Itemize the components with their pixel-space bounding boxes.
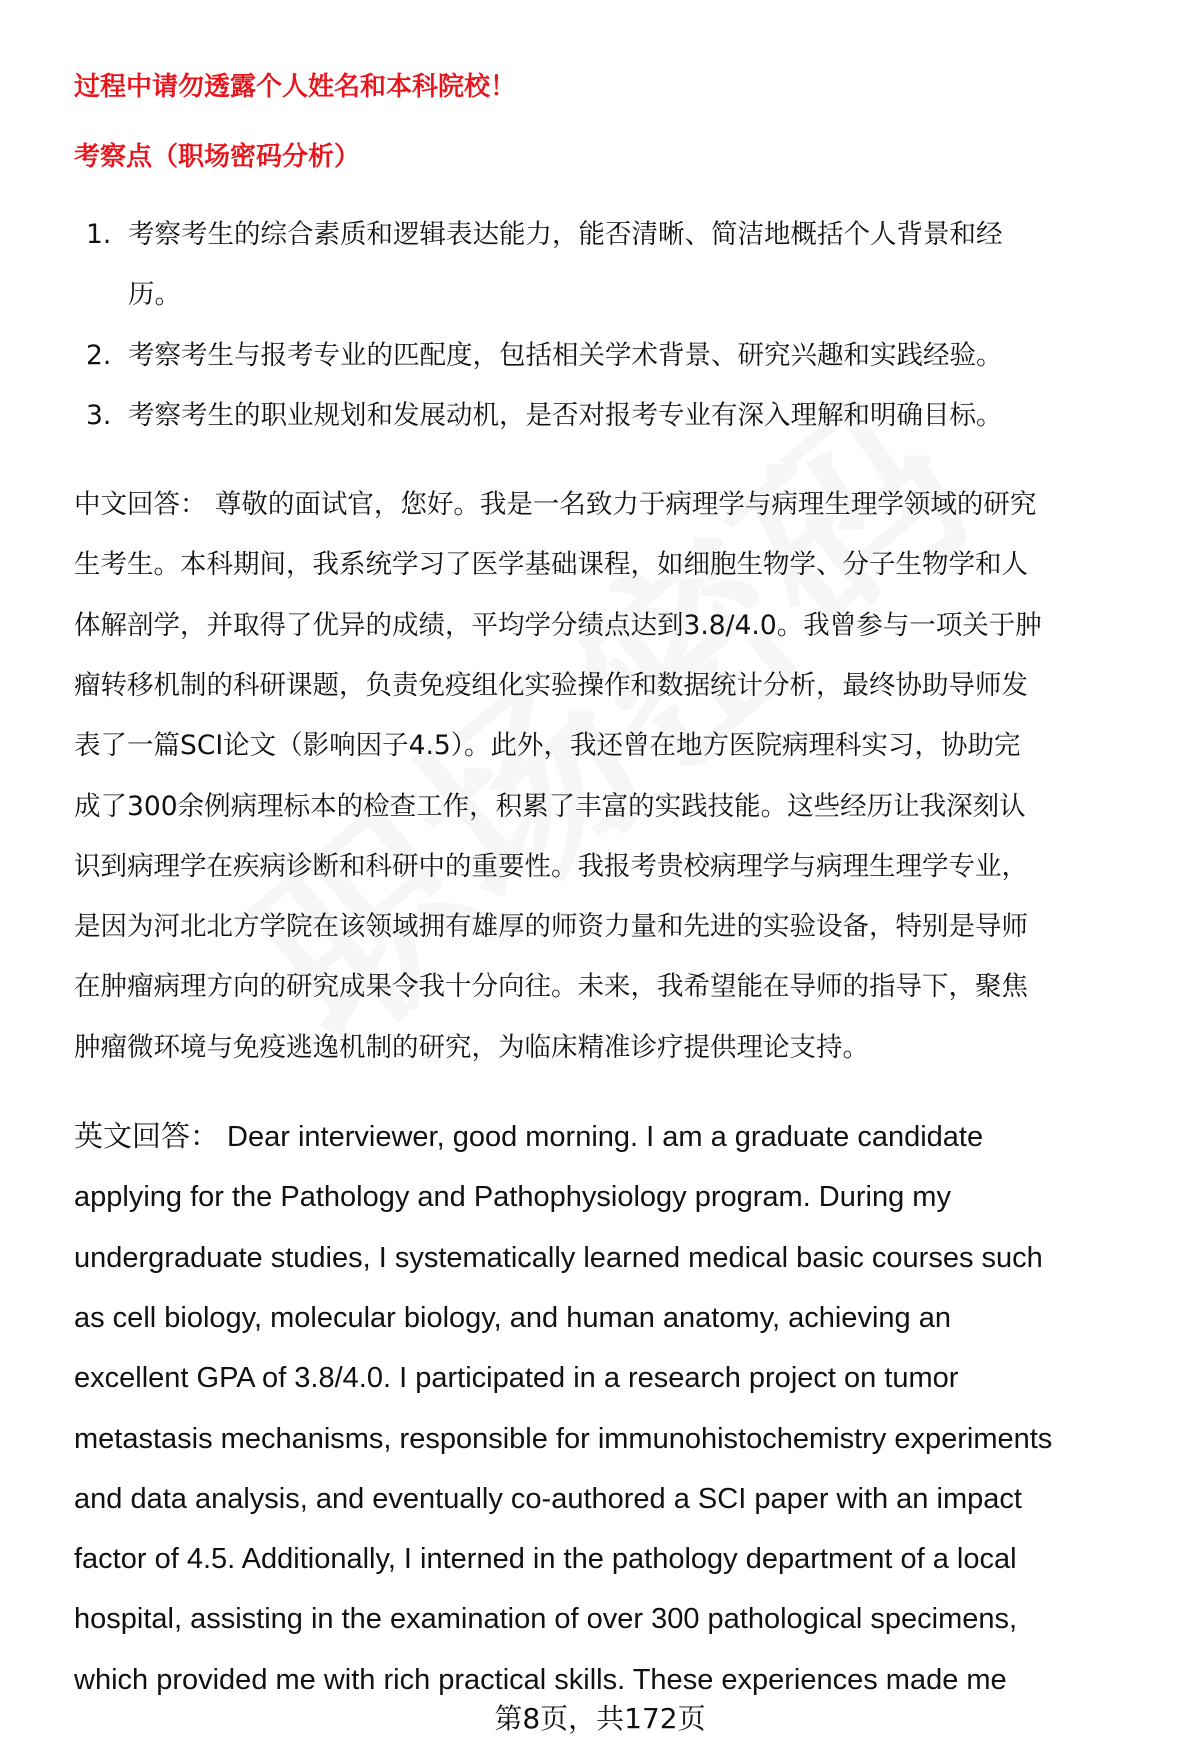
english-answer-line: which provided me with rich practical skills. These experiences made me bbox=[74, 1663, 1007, 1696]
chinese-answer-line: 表了一篇SCI论文（影响因子4.5）。此外，我还曾在地方医院病理科实习，协助完 bbox=[74, 730, 1021, 762]
chinese-answer-line: 瘤转移机制的科研课题，负责免疫组化实验操作和数据统计分析，最终协助导师发 bbox=[74, 669, 1028, 701]
english-answer-line: and data analysis, and eventually co-authored a SCI paper with an impact bbox=[74, 1482, 1022, 1515]
privacy-warning: 过程中请勿透露个人姓名和本科院校！ bbox=[74, 72, 517, 102]
list-number: 3. bbox=[86, 400, 112, 431]
english-answer-line: metastasis mechanisms, responsible for immunohistochemistry experiments bbox=[74, 1422, 1053, 1455]
english-answer-line: 英文回答： Dear interviewer, good morning. I am a graduate candidate bbox=[74, 1121, 984, 1153]
list-item-line: 考察考生与报考专业的匹配度，包括相关学术背景、研究兴趣和实践经验。 bbox=[128, 340, 1003, 371]
section-title: 考察点（职场密码分析） bbox=[74, 142, 361, 172]
list-item-line: 考察考生的职业规划和发展动机，是否对报考专业有深入理解和明确目标。 bbox=[128, 400, 1003, 431]
english-answer-line: applying for the Pathology and Pathophysiology program. During my bbox=[74, 1181, 951, 1214]
chinese-answer-line: 成了300余例病理标本的检查工作，积累了丰富的实践技能。这些经历让我深刻认 bbox=[74, 790, 1026, 822]
chinese-answer-line: 生考生。本科期间，我系统学习了医学基础课程，如细胞生物学、分子生物学和人 bbox=[74, 549, 1028, 581]
english-answer-line: as cell biology, molecular biology, and human anatomy, achieving an bbox=[74, 1301, 951, 1334]
chinese-answer-line: 在肿瘤病理方向的研究成果令我十分向往。未来，我希望能在导师的指导下，聚焦 bbox=[74, 971, 1028, 1003]
list-number: 1. bbox=[86, 219, 112, 250]
list-item-line: 历。 bbox=[128, 279, 181, 310]
chinese-answer-line: 肿瘤微环境与免疫逃逸机制的研究，为临床精准诊疗提供理论支持。 bbox=[74, 1031, 869, 1063]
list-item-line: 考察考生的综合素质和逻辑表达能力，能否清晰、简洁地概括个人背景和经 bbox=[128, 219, 1003, 250]
chinese-answer-line: 体解剖学，并取得了优异的成绩，平均学分绩点达到3.8/4.0。我曾参与一项关于肿 bbox=[74, 609, 1042, 641]
chinese-answer-line: 中文回答： 尊敬的面试官，您好。我是一名致力于病理学与病理生理学领域的研究 bbox=[74, 489, 1037, 520]
list-number: 2. bbox=[86, 340, 112, 371]
english-answer-line: excellent GPA of 3.8/4.0. I participated in a research project on tumor bbox=[74, 1362, 959, 1395]
english-answer-line: factor of 4.5. Additionally, I interned in the pathology department of a local bbox=[74, 1543, 1017, 1576]
english-answer-line: hospital, assisting in the examination of over 300 pathological specimens, bbox=[74, 1603, 1018, 1636]
page-footer: 第8页，共172页 bbox=[494, 1702, 706, 1735]
english-answer-line: undergraduate studies, I systematically learned medical basic courses such bbox=[74, 1241, 1043, 1274]
chinese-answer-line: 识到病理学在疾病诊断和科研中的重要性。我报考贵校病理学与病理生理学专业， bbox=[74, 850, 1028, 882]
chinese-answer-line: 是因为河北北方学院在该领域拥有雄厚的师资力量和先进的实验设备，特别是导师 bbox=[74, 911, 1028, 943]
